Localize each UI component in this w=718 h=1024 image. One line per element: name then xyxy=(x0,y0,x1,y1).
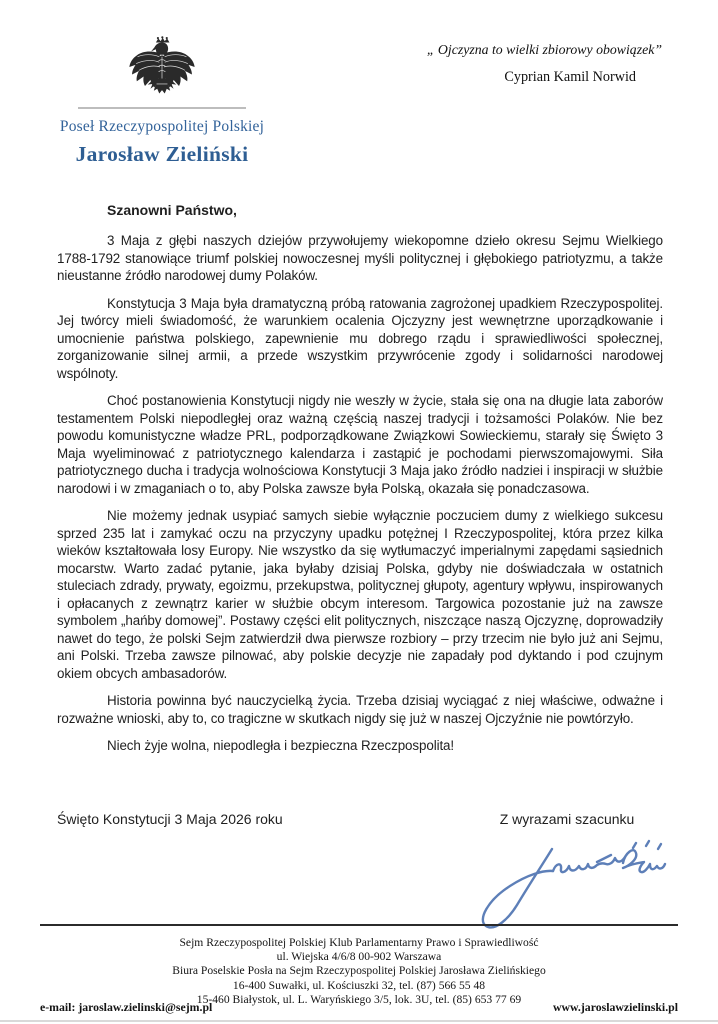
footer-website: www.jaroslawzielinski.pl xyxy=(553,1000,678,1014)
date-line: Święto Konstytucji 3 Maja 2026 roku xyxy=(57,811,283,827)
footer-line: 16-400 Suwałki, ul. Kościuszki 32, tel. (87) 566 55 48 xyxy=(232,978,486,992)
greeting: Szanowni Państwo, xyxy=(107,202,237,218)
motto-quote: „ Ojczyzna to wielki zbiorowy obowiązek” xyxy=(426,42,662,57)
motto-block xyxy=(427,42,662,86)
footer-line: 15-460 Białystok, ul. L. Waryńskiego 3/5, lok. 3U, tel. (85) 653 77 69 xyxy=(196,992,522,1006)
paragraph: Choć postanowienia Konstytucji nigdy nie weszły w życie, stała się ona na długie lata zaborów testamentem Polski niepodległej oraz ważną częścią naszej tradycji i tożsamości Polaków. Nie bez powodu komunistyczne władze PRL, podporządkowane Związkowi Sowieckiemu, starały się Święto 3 Maja wyeliminować z patriotycznego kalendarza i zastąpić je pochodami pierwszomajowymi. Siła patriotycznego ducha i tradycja wolnościowa Konstytucji 3 Maja jako źródło nadziei i inspiracji w służbie narodowi i w zmaganiach o to, aby Polska zawsze była Polską, okazała się ponadczasowa. xyxy=(57,393,663,496)
page-bottom-edge xyxy=(0,1020,718,1022)
footer-line: Biura Poselskie Posła na Sejm Rzeczypospolitej Polskiej Jarosława Zielińskiego xyxy=(172,964,546,978)
footer-address-block xyxy=(0,936,718,1007)
handwritten-signature-icon xyxy=(455,836,667,934)
paragraph: Niech żyje wolna, niepodległa i bezpieczna Rzeczpospolita! xyxy=(107,738,455,753)
letter-body xyxy=(57,202,663,802)
footer-email: e-mail: jaroslaw.zielinski@sejm.pl xyxy=(40,1000,213,1014)
letterhead xyxy=(40,36,284,167)
paragraph: Nie możemy jednak usypiać samych siebie wyłącznie poczuciem dumy z wielkiego sukcesu sprzed 235 lat i zamykać oczu na przyczyny upadku potężnej I Rzeczypospolitej, która przez kilka wieków kształtowała losy Europy. Nie wszystko da się wytłumaczyć imperialnymi zapędami sąsiednich mocarstw. Warto zadać pytanie, jaka byłaby dzisiaj Polska, gdyby nie doświadczała w ostatnich stuleciach zdrady, prywaty, egoizmu, przekupstwa, politycznej głupoty, agentury wpływu, inspirowanych i opłacanych z zewnątrz karier w służbie obcym interesom. Targowica pozostanie już na zawsze symbolem „hańby domowej”. Postawy części elit politycznych, niszczące naszą Ojczyznę, doprowadziły nawet do tego, że polski Sejm zatwierdził dwa pierwsze rozbiory – przy trzecim nie było już ani Sejmu, ani Polski. Trzeba zawsze pilnować, aby polskie decyzje nie zapadały pod dyktando i pod czujnym okiem obcych ambasadorów. xyxy=(57,508,663,681)
office-title: Poseł Rzeczypospolitej Polskiej xyxy=(59,118,265,135)
paragraph: Konstytucja 3 Maja była dramatyczną próbą ratowania zagrożonej upadkiem Rzeczypospolitej. Jej twórcy mieli świadomość, że warunkiem ocalenia Ojczyzny jest wewnętrzne uporządkowanie i umocnienie państwa polskiego, zapewnienie mu dobrego rządu i sprawiedliwości społecznej, zorganizowanie silnej armii, a przede wszystkim przywrócenie zgody i solidarności narodowej wspólnoty. xyxy=(57,295,663,381)
paragraph: 3 Maja z głębi naszych dziejów przywołujemy wiekopomne dzieło okresu Sejmu Wielkiego 1788-1792 stanowiące triumf polskiej nowoczesnej myśli politycznej i głębokiego patriotyzmu, a także nieustanne źródło narodowej dumy Polaków. xyxy=(57,233,663,283)
footer-line: ul. Wiejska 4/6/8 00-902 Warszawa xyxy=(276,950,442,964)
deputy-name: Jarosław Zieliński xyxy=(75,142,249,166)
motto-author: Cyprian Kamil Norwid xyxy=(504,69,636,85)
polish-eagle-emblem-icon xyxy=(128,36,196,102)
footer-divider xyxy=(40,924,678,926)
letterhead-divider xyxy=(78,107,246,109)
closing-salutation: Z wyrazami szacunku xyxy=(499,811,635,827)
footer-line: Sejm Rzeczypospolitej Polskiej Klub Parlamentarny Prawo i Sprawiedliwość xyxy=(179,936,539,949)
paragraph: Historia powinna być nauczycielką życia. Trzeba dzisiaj wyciągać z niej właściwe, odważne i rozważne wnioski, aby to, co tragiczne w skutkach nigdy się już w naszej Ojczyźnie nie powtórzyło. xyxy=(57,693,663,726)
footer-contact-row xyxy=(40,1000,678,1015)
paragraphs xyxy=(57,232,663,755)
